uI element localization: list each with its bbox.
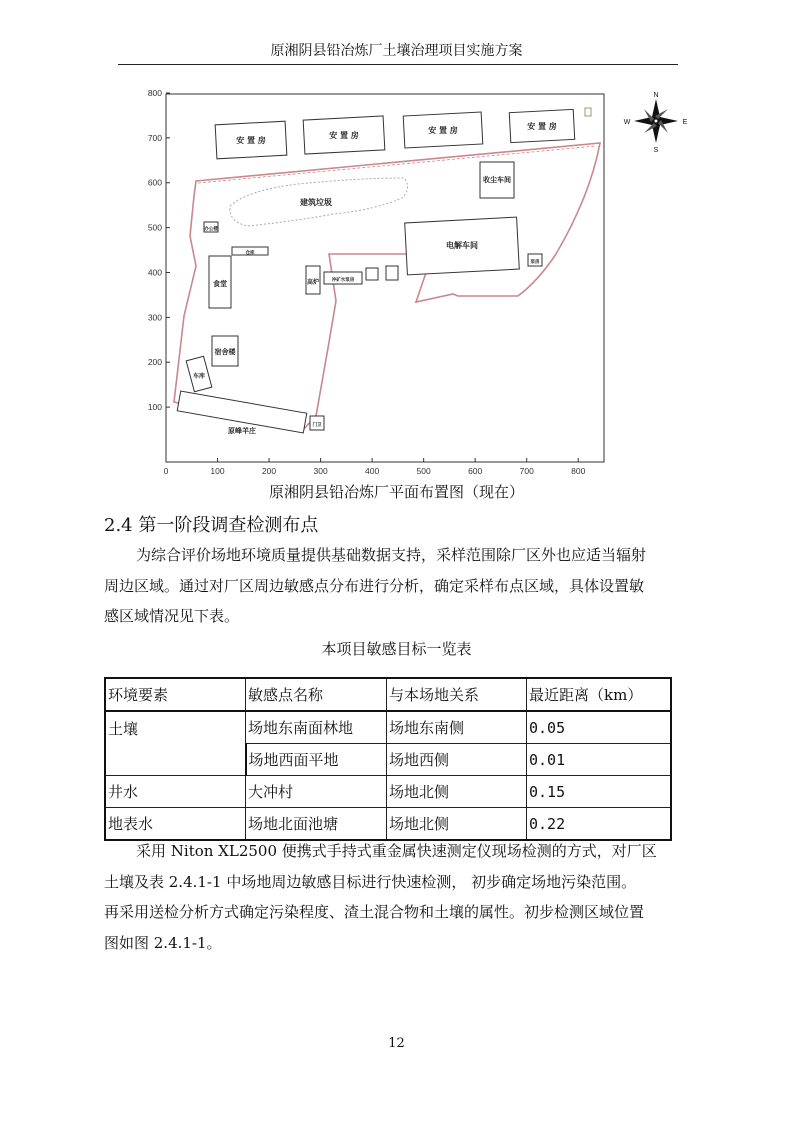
cell-distance: 0.15 <box>527 776 672 808</box>
table-header-row <box>105 678 671 711</box>
building-small-5 <box>386 266 398 280</box>
cell-relation: 场地北侧 <box>387 808 527 841</box>
compass-e: E <box>682 119 688 126</box>
cell-name: 场地东南面林地 <box>246 711 387 744</box>
cell-relation: 场地东南侧 <box>387 711 527 744</box>
cell-name: 大冲村 <box>246 776 387 808</box>
y-axis <box>148 88 170 412</box>
cell-name: 场地西面平地 <box>246 744 387 776</box>
label-dianjie: 电解车间 <box>446 241 478 250</box>
compass-w: W <box>623 119 631 126</box>
x-tick-label: 400 <box>365 466 380 476</box>
x-tick-label: 800 <box>571 466 586 476</box>
label-anzhi-2: 安 置 房 <box>329 131 359 140</box>
label-small-2: 仓库 <box>245 251 255 256</box>
cell-distance: 0.22 <box>527 808 672 841</box>
method-line-3: 再采用送检分析方式确定污染程度、渣土混合物和土壤的属性。初步检测区域位置 <box>104 903 645 921</box>
method-line-2: 土壤及表 2.4.1-1 中场地周边敏感目标进行快速检测， 初步确定场地污染范围。 <box>104 872 637 891</box>
header-rule <box>118 64 678 65</box>
cell-distance: 0.05 <box>527 711 672 744</box>
x-axis <box>164 458 586 476</box>
site-plan-map <box>138 86 688 481</box>
label-yuanwei: 原峰羊庄 <box>228 427 256 435</box>
label-small-1: 办公楼 <box>204 227 218 232</box>
intro-line-3: 感区域情况见下表。 <box>104 607 240 625</box>
label-sushe: 宿舍楼 <box>214 348 236 356</box>
compass-n: N <box>653 92 659 99</box>
label-shouchen: 收尘车间 <box>483 176 511 184</box>
x-tick-label: 700 <box>519 466 534 476</box>
cell-distance: 0.01 <box>527 744 672 776</box>
label-anzhi-1: 安 置 房 <box>236 136 266 145</box>
label-shitang: 食堂 <box>213 280 227 288</box>
method-line-1: 采用 Niton XL2500 便携式手持式重金属快速测定仪现场检测的方式，对厂区 <box>136 842 657 860</box>
cell-name: 场地北面池塘 <box>246 808 387 841</box>
page-number: 12 <box>388 1036 405 1051</box>
y-tick-label: 800 <box>147 87 162 98</box>
label-jianzhu: 建筑垃圾 <box>300 198 332 207</box>
x-tick-label: 300 <box>313 466 328 476</box>
cell-element: 井水 <box>105 776 246 808</box>
x-tick-label: 200 <box>261 466 277 476</box>
x-tick-label: 100 <box>210 466 225 476</box>
col-header-element: 环境要素 <box>105 678 246 711</box>
y-tick-label: 200 <box>147 357 162 368</box>
col-header-relation: 与本场地关系 <box>387 678 527 711</box>
x-tick-label: 600 <box>468 466 483 476</box>
label-small-3: 冲矿水泵房 <box>331 278 355 283</box>
label-anzhi-4: 安 置 房 <box>527 122 557 131</box>
label-small-4: 泵房 <box>530 260 540 265</box>
method-line-4: 图如图 2.4.1-1。 <box>104 933 222 952</box>
y-tick-label: 100 <box>147 402 162 413</box>
cell-relation: 场地西侧 <box>387 744 527 776</box>
method-paragraph <box>104 836 682 958</box>
y-tick-label: 600 <box>147 177 162 188</box>
compass-icon <box>624 92 688 154</box>
sensitive-targets-table <box>104 677 672 841</box>
section-heading: 2.4 第一阶段调查检测布点 <box>104 515 319 536</box>
intro-line-2: 周边区域。通过对厂区周边敏感点分布进行分析，确定采样布点区域，具体设置敏 <box>104 576 645 595</box>
cell-relation: 场地北侧 <box>387 776 527 808</box>
y-tick-label: 700 <box>147 132 162 143</box>
cell-element: 地表水 <box>105 808 246 841</box>
table-row <box>105 711 671 744</box>
map-caption: 原湘阴县铅冶炼厂平面布置图（现在） <box>268 483 524 501</box>
cell-element: 土壤 <box>105 711 246 776</box>
intro-paragraph <box>104 540 682 632</box>
table-row <box>105 776 671 808</box>
label-small-5: 门卫 <box>312 423 322 428</box>
y-tick-label: 400 <box>147 267 162 278</box>
label-anzhi-3: 安 置 房 <box>428 126 458 135</box>
building-small-8 <box>585 108 591 116</box>
x-tick-label: 500 <box>416 466 431 476</box>
header-title: 原湘阴县铅冶炼厂土壤治理项目实施方案 <box>270 43 523 59</box>
site-boundary <box>174 143 600 431</box>
y-tick-label: 500 <box>147 222 162 233</box>
y-tick-label: 300 <box>147 312 162 323</box>
label-gaolu: 高炉 <box>306 279 320 286</box>
intro-line-1: 为综合评价场地环境质量提供基础数据支持，采样范围除厂区外也应适当辐射 <box>136 546 647 564</box>
x-tick-label: 0 <box>163 466 169 476</box>
building-small-4 <box>366 268 378 280</box>
compass-s: S <box>653 147 659 154</box>
col-header-name: 敏感点名称 <box>246 678 387 711</box>
table-title: 本项目敏感目标一览表 <box>321 640 472 658</box>
label-cheku: 车库 <box>192 373 206 380</box>
col-header-distance: 最近距离（km） <box>527 678 672 711</box>
